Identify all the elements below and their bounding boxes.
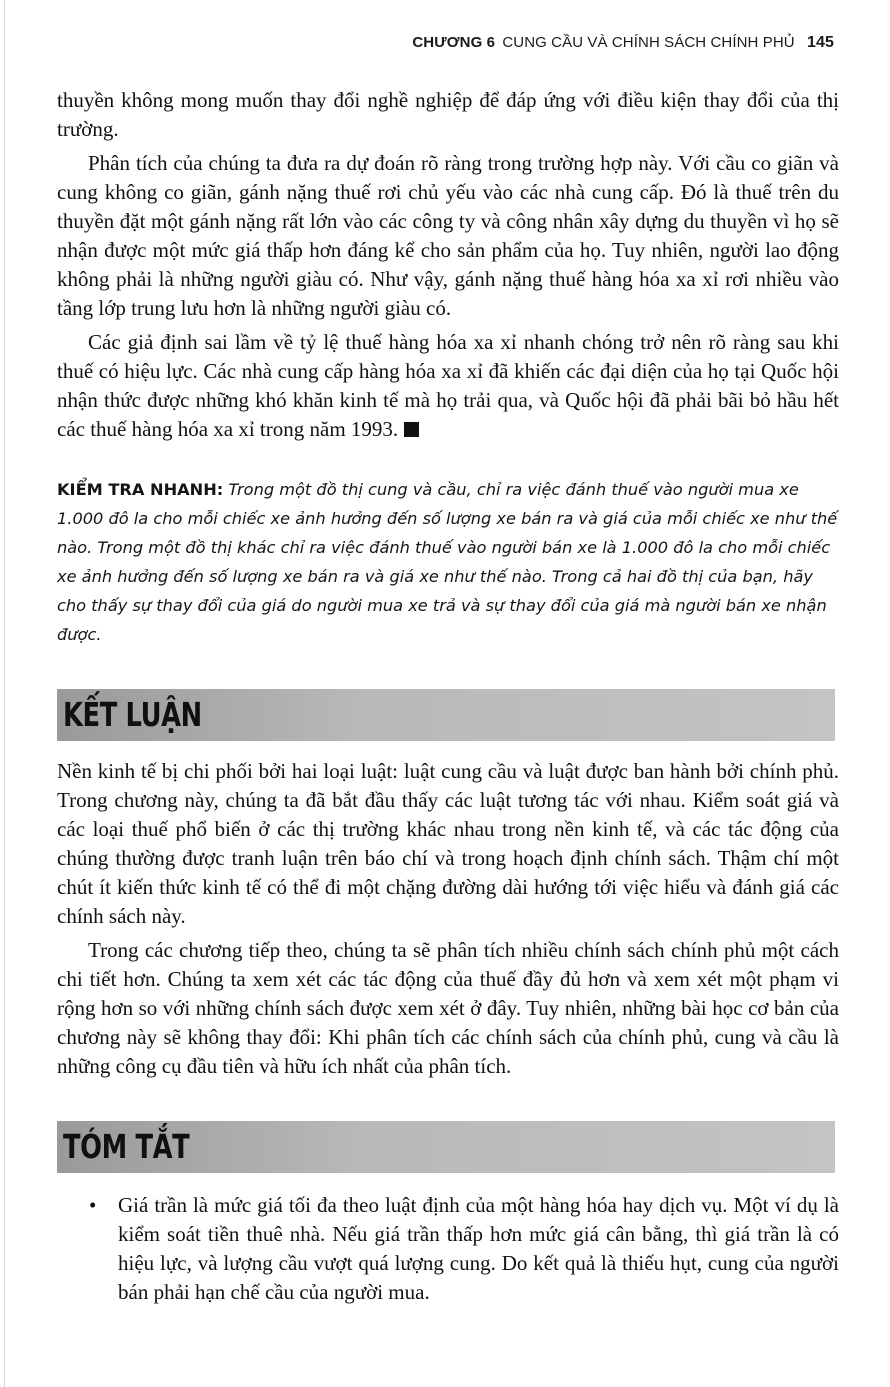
quick-check-label: KIỂM TRA NHANH:: [57, 480, 224, 499]
paragraph-assumptions: [57, 328, 839, 444]
running-header: [412, 34, 834, 52]
chapter-label: CHƯƠNG 6: [412, 34, 496, 51]
bullet-icon: •: [89, 1193, 97, 1217]
quick-check-box: [57, 475, 839, 649]
paragraph-continued: thuyền không mong muốn thay đổi nghề nghiệp để đáp ứng với điều kiện thay đổi của thị trường.: [57, 88, 839, 141]
conclusion-paragraph-1: Nền kinh tế bị chi phối bởi hai loại luật: luật cung cầu và luật được ban hành bởi chính phủ. Trong chương này, chúng ta đã bắt đầu thấy các luật tương tác với nhau. Kiểm soát giá và các loại thuế phổ biến ở các thị trường khác nhau trong nền kinh tế, và các tác động của chúng thường được tranh luận trên báo chí và trong hoạch định chính sách. Thậm chí một chút ít kiến thức kinh tế có thể đi một chặng đường dài hướng tới việc hiểu và đánh giá các chính sách này.: [57, 759, 839, 928]
conclusion-heading-bar: [57, 689, 835, 741]
chapter-title: CUNG CẦU VÀ CHÍNH SÁCH CHÍNH PHỦ: [502, 34, 795, 51]
quick-check-text: Trong một đồ thị cung và cầu, chỉ ra việc đánh thuế vào người mua xe 1.000 đô la cho mỗi chiếc xe ảnh hưởng đến số lượng xe bán ra và giá của mỗi chiếc xe như thế nào. Trong một đồ thị khác chỉ ra việc đánh thuế vào người bán xe là 1.000 đô la cho mỗi chiếc xe ảnh hưởng đến số lượng xe bán ra và giá xe như thế nào. Trong cả hai đồ thị của bạn, hãy cho thấy sự thay đổi của giá do người mua xe trả và sự thay đổi của giá mà người bán xe nhận được.: [57, 480, 838, 644]
paragraph-analysis: Phân tích của chúng ta đưa ra dự đoán rõ ràng trong trường hợp này. Với cầu co giãn và cung không co giãn, gánh nặng thuế rơi chủ yếu vào các nhà cung cấp. Đó là thuế trên du thuyền đặt một gánh nặng rất lớn vào các công ty và công nhân xây dựng du thuyền vì họ sẽ nhận được một mức giá thấp hơn đáng kể cho sản phẩm của họ. Tuy nhiên, người lao động không phải là những người giàu có. Như vậy, gánh nặng thuế hàng hóa xa xỉ rơi nhiều vào tầng lớp trung lưu hơn là những người giàu có.: [57, 151, 839, 320]
summary-heading-bar: [57, 1121, 835, 1173]
summary-heading: TÓM TẮT: [63, 1127, 190, 1166]
page-number: 145: [807, 34, 834, 51]
summary-list: [57, 1191, 839, 1307]
paragraph-assumptions-text: Các giả định sai lầm về tỷ lệ thuế hàng hóa xa xỉ nhanh chóng trở nên rõ ràng sau khi thuế có hiệu lực. Các nhà cung cấp hàng hóa xa xỉ đã khiến các đại diện của họ tại Quốc hội nhận thức được những khó khăn kinh tế mà họ trải qua, và Quốc hội đã phải bãi bỏ hầu hết các thuế hàng hóa xa xỉ trong năm 1993.: [57, 330, 839, 441]
page-content: [57, 86, 839, 1307]
conclusion-paragraph-2: Trong các chương tiếp theo, chúng ta sẽ phân tích nhiều chính sách chính phủ một cách chi tiết hơn. Chúng ta xem xét các tác động của thuế đầy đủ hơn và xem xét một phạm vi rộng hơn so với những chính sách được xem xét ở đây. Tuy nhiên, những bài học cơ bản của chương này sẽ không thay đổi: Khi phân tích các chính sách của chính phủ, cung và cầu là những công cụ đầu tiên và hữu ích nhất của phân tích.: [57, 938, 839, 1078]
summary-list-item: [57, 1191, 839, 1307]
summary-item-text: Giá trần là mức giá tối đa theo luật định của một hàng hóa hay dịch vụ. Một ví dụ là kiểm soát tiền thuê nhà. Nếu giá trần thấp hơn mức giá cân bằng, thì giá trần là có hiệu lực, và lượng cầu vượt quá lượng cung. Do kết quả là thiếu hụt, cung của người bán phải hạn chế cầu của người mua.: [118, 1193, 839, 1304]
page-edge-line: [4, 0, 5, 1387]
end-of-case-square-icon: [404, 422, 419, 437]
conclusion-heading: KẾT LUẬN: [63, 695, 202, 734]
